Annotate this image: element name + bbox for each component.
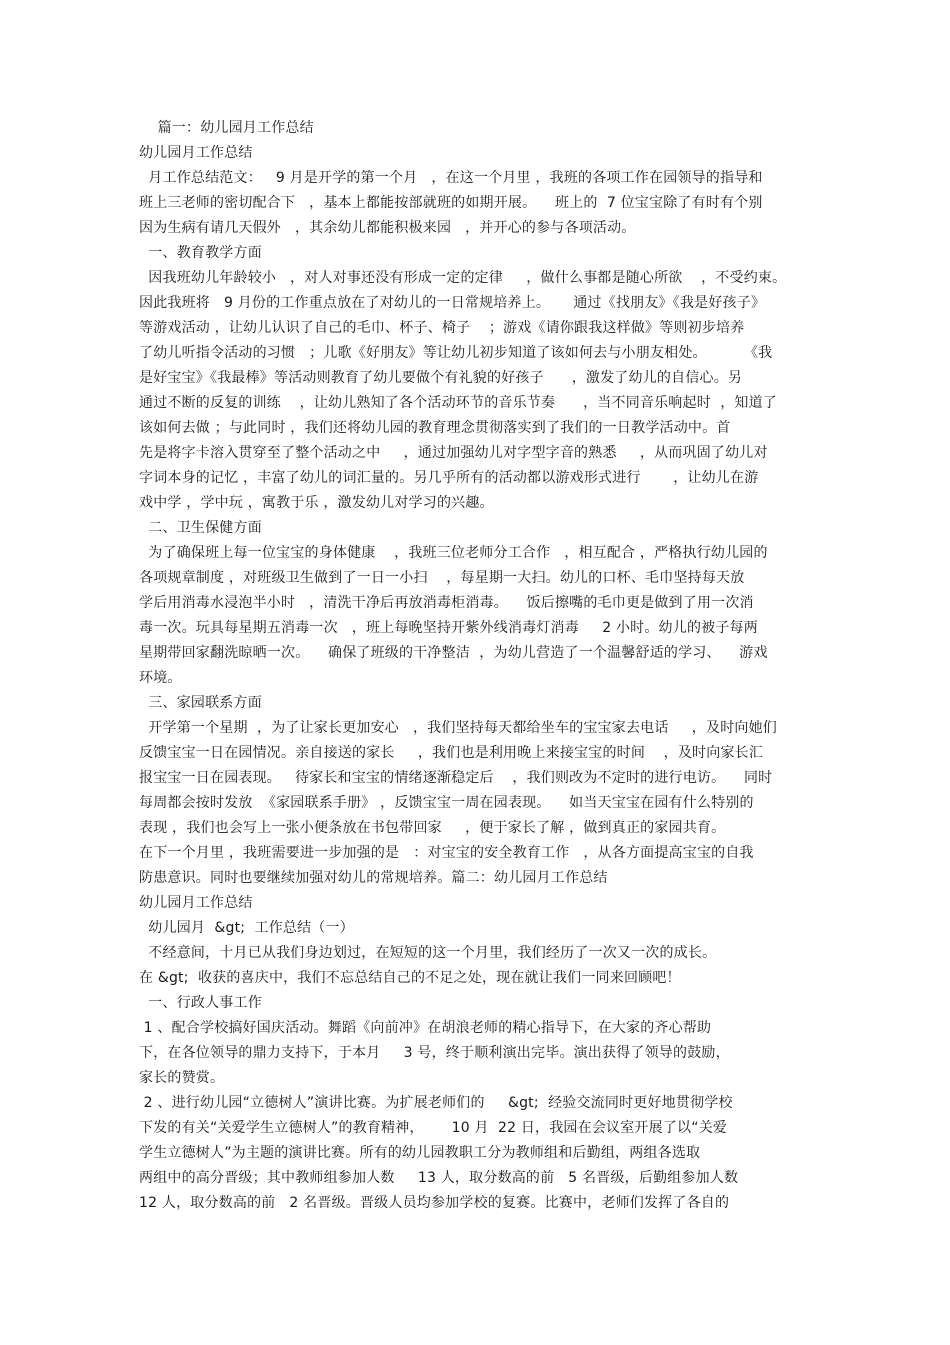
text-line: 学生立德树人”为主题的演讲比赛。所有的幼儿园教职工分为教师组和后勤组，两组各选取: [139, 1145, 701, 1161]
text-line: 学后用消毒水浸泡半小时 ，清洗干净后再放消毒柜消毒。 饭后擦嘴的毛巾更是做到了用一次消: [139, 595, 754, 611]
subheading-home-school: 三、家园联系方面: [139, 695, 262, 711]
section-subtitle: 幼儿园月 &gt; 工作总结（一）: [139, 920, 354, 936]
text-line: 开学第一个星期 ，为了让家长更加安心 ，我们坚持每天都给坐车的宝宝家去电话 ，及时向她们: [139, 720, 777, 736]
text-line: 家长的赞赏。: [139, 1070, 225, 1086]
subheading-admin: 一、行政人事工作: [139, 995, 262, 1011]
text-line: 等游戏活动 ，让幼儿认识了自己的毛巾、杯子、椅子 ；游戏《请你跟我这样做》等则初步培养: [139, 320, 745, 336]
text-line: 防患意识。同时也要继续加强对幼儿的常规培养。篇二：幼儿园月工作总结: [139, 870, 608, 886]
text-line: 在 &gt; 收获的喜庆中，我们不忘总结自己的不足之处，现在就让我们一同来回顾吧！: [139, 970, 681, 986]
text-line: 两组中的高分晋级；其中教师组参加人数 13 人，取分数高的前 5 名晋级，后勤组参加人数: [139, 1170, 739, 1186]
section-heading-1: 篇一：幼儿园月工作总结: [139, 120, 314, 136]
text-line: 月工作总结范文： 9 月是开学的第一个月 ，在这一个月里 ，我班的各项工作在园领导的指导和: [139, 170, 763, 186]
text-line: 星期带回家翻洗晾晒一次。 确保了班级的干净整洁 ，为幼儿营造了一个温馨舒适的学习、 游戏: [139, 645, 768, 661]
subheading-health: 二、卫生保健方面: [139, 520, 262, 536]
text-line: 因此我班将 9 月份的工作重点放在了对幼儿的一日常规培养上。 通过《找朋友》《我是好孩子》: [139, 295, 766, 311]
text-line: 在下一个月里 ，我班需要进一步加强的是 ：对宝宝的安全教育工作 ，从各方面提高宝宝的自我: [139, 845, 754, 861]
text-line: 1 、配合学校搞好国庆活动。舞蹈《向前冲》在胡浪老师的精心指导下，在大家的齐心帮助: [139, 1020, 712, 1036]
text-line: 是好宝宝》《我最棒》等活动则教育了幼儿要做个有礼貌的好孩子 ，激发了幼儿的自信心。另: [139, 370, 743, 386]
text-line: 了幼儿听指令活动的习惯 ；儿歌《好朋友》等让幼儿初步知道了该如何去与小朋友相处。 《我: [139, 345, 773, 361]
text-line: 不经意间，十月已从我们身边划过，在短短的这一个月里，我们经历了一次又一次的成长。: [139, 945, 717, 961]
text-line: 2 、进行幼儿园“立德树人”演讲比赛。为扩展老师们的 &gt; 经验交流同时更好地贯彻学校: [139, 1095, 733, 1111]
text-line: 班上三老师的密切配合下 ，基本上都能按部就班的如期开展。 班上的 7 位宝宝除了有时有个别: [139, 195, 763, 211]
text-line: 该如何去做 ；与此同时 ，我们还将幼儿园的教育理念贯彻落实到了我们的一日教学活动中。首: [139, 420, 731, 436]
text-line: 因为生病有请几天假外 ，其余幼儿都能积极来园 ，并开心的参与各项活动。: [139, 220, 636, 236]
text-line: 反馈宝宝一日在园情况。亲自接送的家长 ，我们也是利用晚上来接宝宝的时间 ，及时向家长汇: [139, 745, 764, 761]
doc-title-2: 幼儿园月工作总结: [139, 895, 253, 911]
text-line: 报宝宝一日在园表现。 待家长和宝宝的情绪逐渐稳定后 ，我们则改为不定时的进行电访。 同时: [139, 770, 773, 786]
text-line: 环境。: [139, 670, 182, 686]
subheading-education: 一、教育教学方面: [139, 245, 262, 261]
text-line: 各项规章制度 ，对班级卫生做到了一日一小扫 ，每星期一大扫。幼儿的口杯、毛巾坚持每天放: [139, 570, 745, 586]
text-line: 通过不断的反复的训练 ，让幼儿熟知了各个活动环节的音乐节奏 ，当不同音乐响起时 ，知道了: [139, 395, 777, 411]
text-line: 字词本身的记忆 ，丰富了幼儿的词汇量的。另几乎所有的活动都以游戏形式进行 ，让幼儿在游: [139, 470, 759, 486]
text-line: 先是将字卡溶入贯穿至了整个活动之中 ，通过加强幼儿对字型字音的熟悉 ，从而巩固了幼儿对: [139, 445, 768, 461]
text-line: 12 人，取分数高的前 2 名晋级。晋级人员均参加学校的复赛。比赛中，老师们发挥了各自的: [139, 1195, 730, 1211]
text-line: 为了确保班上每一位宝宝的身体健康 ，我班三位老师分工合作 ，相互配合 ，严格执行幼儿园的: [139, 545, 768, 561]
text-line: 每周都会按时发放 《家园联系手册》 ，反馈宝宝一周在园表现。 如当天宝宝在园有什么特别的: [139, 795, 754, 811]
text-line: 因我班幼儿年龄较小 ，对人对事还没有形成一定的定律 ，做什么事都是随心所欲 ，不受约束。: [139, 270, 787, 286]
text-line: 下发的有关“关爱学生立德树人”的教育精神， 10 月 22 日，我园在会议室开展了以“关爱: [139, 1120, 728, 1136]
text-line: 下，在各位领导的鼎力支持下，于本月 3 号，终于顺利演出完毕。演出获得了领导的鼓励，: [139, 1045, 730, 1061]
text-line: 毒一次。玩具每星期五消毒一次 ，班上每晚坚持开紫外线消毒灯消毒 2 小时。幼儿的被子每两: [139, 620, 758, 636]
text-line: 表现 ，我们也会写上一张小便条放在书包带回家 ，便于家长了解 ，做到真正的家园共育。: [139, 820, 726, 836]
doc-title: 幼儿园月工作总结: [139, 145, 253, 161]
text-line: 戏中学 ，学中玩 ，寓教于乐 ，激发幼儿对学习的兴趣。: [139, 495, 494, 511]
